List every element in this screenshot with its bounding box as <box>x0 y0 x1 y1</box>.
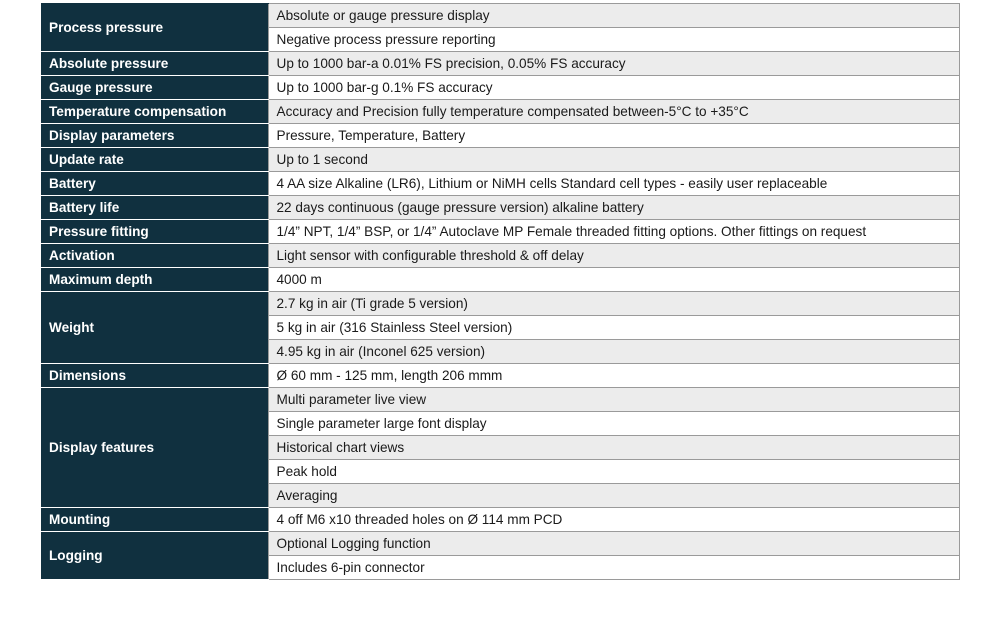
spec-value-battery-life: 22 days continuous (gauge pressure version) alkaline battery <box>268 196 959 220</box>
spec-value-absolute-pressure: Up to 1000 bar-a 0.01% FS precision, 0.05% FS accuracy <box>268 52 959 76</box>
spec-value-temperature-compensation: Accuracy and Precision fully temperature compensated between-5°C to +35°C <box>268 100 959 124</box>
spec-value-display-features: Multi parameter live view <box>268 388 959 412</box>
spec-table <box>41 3 960 580</box>
spec-value-battery: 4 AA size Alkaline (LR6), Lithium or NiMH cells Standard cell types - easily user replaceable <box>268 172 959 196</box>
spec-value-update-rate: Up to 1 second <box>268 148 959 172</box>
spec-value-display-features: Peak hold <box>268 460 959 484</box>
table-row <box>41 508 959 532</box>
spec-value-logging: Optional Logging function <box>268 532 959 556</box>
spec-value-gauge-pressure: Up to 1000 bar-g 0.1% FS accuracy <box>268 76 959 100</box>
spec-label-activation: Activation <box>41 244 268 268</box>
spec-label-temperature-compensation: Temperature compensation <box>41 100 268 124</box>
table-row <box>41 244 959 268</box>
spec-label-display-parameters: Display parameters <box>41 124 268 148</box>
spec-label-dimensions: Dimensions <box>41 364 268 388</box>
spec-label-absolute-pressure: Absolute pressure <box>41 52 268 76</box>
table-row <box>41 100 959 124</box>
spec-label-battery-life: Battery life <box>41 196 268 220</box>
spec-value-activation: Light sensor with configurable threshold & off delay <box>268 244 959 268</box>
spec-label-display-features: Display features <box>41 388 268 508</box>
spec-value-mounting: 4 off M6 x10 threaded holes on Ø 114 mm PCD <box>268 508 959 532</box>
spec-value-weight: 4.95 kg in air (Inconel 625 version) <box>268 340 959 364</box>
spec-label-battery: Battery <box>41 172 268 196</box>
spec-value-display-features: Single parameter large font display <box>268 412 959 436</box>
table-row <box>41 76 959 100</box>
table-row <box>41 292 959 316</box>
table-row <box>41 4 959 28</box>
spec-label-maximum-depth: Maximum depth <box>41 268 268 292</box>
table-row <box>41 268 959 292</box>
spec-label-gauge-pressure: Gauge pressure <box>41 76 268 100</box>
spec-label-pressure-fitting: Pressure fitting <box>41 220 268 244</box>
spec-value-weight: 5 kg in air (316 Stainless Steel version) <box>268 316 959 340</box>
table-row <box>41 364 959 388</box>
spec-value-logging: Includes 6-pin connector <box>268 556 959 580</box>
spec-value-weight: 2.7 kg in air (Ti grade 5 version) <box>268 292 959 316</box>
table-row <box>41 172 959 196</box>
spec-value-process-pressure: Absolute or gauge pressure display <box>268 4 959 28</box>
spec-value-display-features: Averaging <box>268 484 959 508</box>
table-row <box>41 52 959 76</box>
spec-value-display-features: Historical chart views <box>268 436 959 460</box>
spec-value-display-parameters: Pressure, Temperature, Battery <box>268 124 959 148</box>
spec-label-logging: Logging <box>41 532 268 580</box>
table-row <box>41 532 959 556</box>
spec-value-process-pressure: Negative process pressure reporting <box>268 28 959 52</box>
spec-label-weight: Weight <box>41 292 268 364</box>
spec-value-pressure-fitting: 1/4” NPT, 1/4” BSP, or 1/4” Autoclave MP Female threaded fitting options. Other fittings on request <box>268 220 959 244</box>
spec-value-maximum-depth: 4000 m <box>268 268 959 292</box>
spec-value-dimensions: Ø 60 mm - 125 mm, length 206 mmm <box>268 364 959 388</box>
spec-label-update-rate: Update rate <box>41 148 268 172</box>
table-row <box>41 220 959 244</box>
table-row <box>41 148 959 172</box>
table-row <box>41 196 959 220</box>
spec-label-process-pressure: Process pressure <box>41 4 268 52</box>
table-row <box>41 124 959 148</box>
spec-table-body <box>41 4 959 580</box>
spec-label-mounting: Mounting <box>41 508 268 532</box>
table-row <box>41 388 959 412</box>
